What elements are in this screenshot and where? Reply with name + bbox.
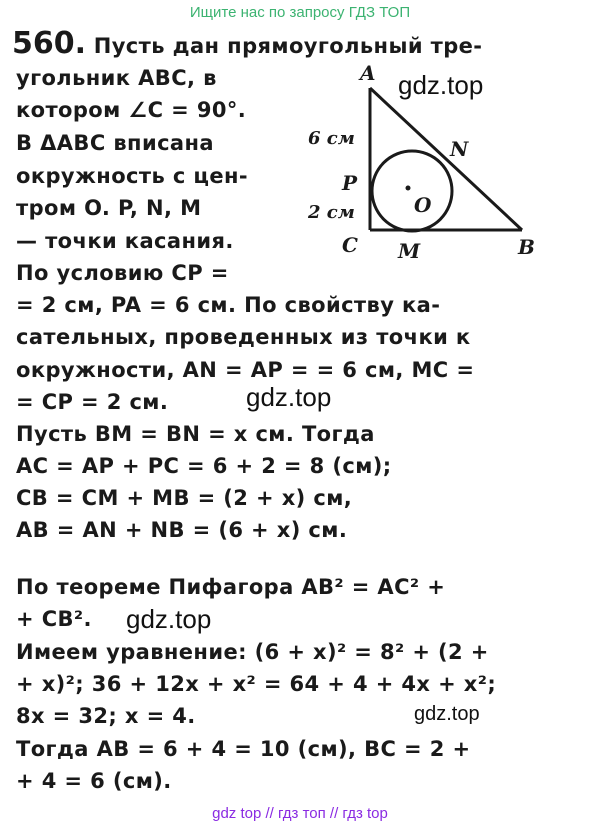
label-C: C — [342, 233, 358, 257]
label-P: P — [342, 171, 358, 195]
label-O: O — [414, 193, 432, 217]
label-2cm: 2 см — [308, 202, 355, 223]
problem-line-8: По условию CP = — [16, 261, 229, 285]
problem-line-22: Тогда AB = 6 + 4 = 10 (см), BC = 2 + — [16, 737, 471, 761]
problem-line-9: = 2 см, PA = 6 см. По свойству ка- — [16, 293, 441, 317]
problem-line-16: AB = AN + NB = (6 + x) см. — [16, 518, 348, 542]
center-point — [406, 186, 411, 191]
problem-line-19: Имеем уравнение: (6 + x)² = 8² + (2 + — [16, 640, 489, 664]
triangle-shape — [370, 88, 522, 230]
problem-line-15: CB = CM + MB = (2 + x) см, — [16, 486, 353, 510]
watermark-3: gdz.top — [126, 604, 212, 634]
watermark-1: gdz.top — [398, 70, 484, 100]
problem-line-2: угольник ABC, в — [16, 66, 217, 90]
problem-line-13: Пусть BM = BN = x см. Тогда — [16, 422, 375, 446]
problem-line-6: тром O. P, N, M — [16, 196, 202, 220]
problem-line-23: + 4 = 6 (см). — [16, 769, 172, 793]
label-B: B — [518, 235, 535, 259]
problem-line-11: окружности, AN = AP = = 6 см, MC = — [16, 358, 475, 382]
problem-line-4: В ΔABC вписана — [16, 131, 214, 155]
watermark-4: gdz.top — [414, 703, 480, 725]
inscribed-circle — [372, 151, 452, 231]
problem-line-10: сательных, проведенных из точки к — [16, 325, 471, 349]
label-A: A — [360, 61, 376, 85]
problem-line-21: 8x = 32; x = 4. — [16, 704, 196, 728]
problem-line-20: + x)²; 36 + 12x + x² = 64 + 4 + 4x + x²; — [16, 672, 497, 696]
label-M: M — [398, 239, 421, 263]
problem-line-5: окружность с цен- — [16, 164, 249, 188]
label-6cm: 6 см — [308, 128, 355, 149]
problem-line-17: По теореме Пифагора AB² = AC² + — [16, 575, 446, 599]
problem-line-14: AC = AP + PC = 6 + 2 = 8 (см); — [16, 454, 392, 478]
problem-line-1: 560. Пусть дан прямоугольный тре- — [12, 26, 483, 61]
problem-line-18: + CB². — [16, 607, 92, 631]
problem-line-12: = CP = 2 см. — [16, 390, 169, 414]
problem-line-7: — точки касания. — [16, 229, 234, 253]
top-banner: Ищите нас по запросу ГДЗ ТОП — [189, 4, 411, 21]
bottom-banner: gdz top // гдз топ // гдз top — [212, 805, 388, 822]
problem-line-3: котором ∠C = 90°. — [16, 98, 247, 122]
label-N: N — [450, 137, 469, 161]
watermark-2: gdz.top — [246, 382, 332, 412]
problem-number: 560. — [12, 26, 87, 61]
